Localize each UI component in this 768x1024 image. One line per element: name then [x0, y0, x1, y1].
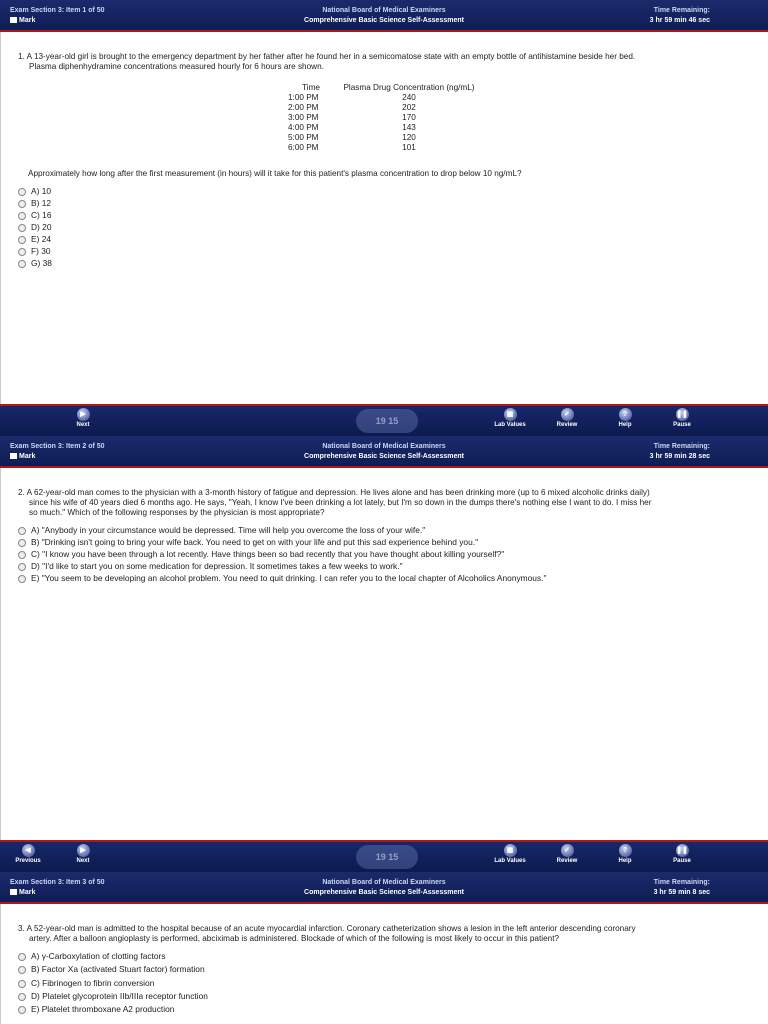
answer-option-c[interactable]: C) 16 — [18, 210, 51, 220]
answer-option-e[interactable]: E) 24 — [18, 234, 51, 244]
next-button[interactable]: ▶ Next — [63, 844, 103, 864]
time-remaining-label: Time Remaining: — [653, 443, 710, 450]
radio-icon — [18, 1006, 26, 1014]
answer-option-d[interactable]: D) "I'd like to start you on some medication for depression. It sometimes takes a few weeks to work." — [18, 561, 403, 571]
help-button[interactable]: ? Help — [605, 844, 645, 864]
question-stem: 2. A 62-year-old man comes to the physician with a 3-month history of fatigue and depression. He lives alone and has been drinking more (up to 6 mixed alcoholic drinks daily) since his wife of 40 years died 6 months ago. He says, "Yeah, I know I've been drinking a lot lately, but I'm so down in the dumps there's nothing else I want to do. I miss her so much." Which of the following responses by the physician is most appropriate? — [18, 488, 652, 517]
question-area — [0, 904, 768, 1024]
help-icon: ? — [619, 408, 632, 421]
review-button[interactable]: ✓ Review — [547, 408, 587, 428]
nbme-seal-logo: 19 15 — [356, 409, 418, 433]
org-name: National Board of Medical Examiners — [322, 7, 446, 14]
exam-name: Comprehensive Basic Science Self-Assessment — [304, 17, 464, 24]
checkmark-icon: ✓ — [561, 408, 574, 421]
answer-option-b[interactable]: B) "Drinking isn't going to bring your wife back. You need to get on with your life and put this sad experience behind you." — [18, 537, 478, 547]
left-border — [0, 468, 1, 840]
lab-values-button[interactable]: ▦ Lab Values — [490, 844, 530, 864]
radio-icon — [18, 980, 26, 988]
table-row: 6:00 PM 101 — [288, 143, 416, 152]
radio-icon — [18, 212, 26, 220]
previous-arrow-icon: ◀ — [22, 844, 35, 857]
mark-checkbox[interactable]: Mark — [10, 453, 35, 460]
question-number: 2. — [18, 488, 25, 497]
answer-option-b[interactable]: B) Factor Xa (activated Stuart factor) formation — [18, 964, 205, 974]
exam-header — [0, 0, 768, 32]
radio-icon — [18, 966, 26, 974]
time-remaining-value: 3 hr 59 min 28 sec — [649, 453, 710, 460]
nbme-seal-logo: 19 15 — [356, 845, 418, 869]
question-area — [0, 468, 768, 840]
exam-footer — [0, 404, 768, 436]
help-icon: ? — [619, 844, 632, 857]
lab-values-icon: ▦ — [504, 844, 517, 857]
radio-icon — [18, 575, 26, 583]
radio-icon — [18, 236, 26, 244]
table-row: 1:00 PM 240 — [288, 93, 416, 102]
table-row: 5:00 PM 120 — [288, 133, 416, 142]
radio-icon — [18, 953, 26, 961]
answer-option-c[interactable]: C) "I know you have been through a lot recently. Have things been so bad recently that you have thought about killing yourself?" — [18, 549, 504, 559]
radio-icon — [18, 260, 26, 268]
question-number: 1. — [18, 52, 25, 61]
section-item-label: Exam Section 3: Item 1 of 50 — [10, 7, 105, 14]
table-header-row: Time Plasma Drug Concentration (ng/mL) — [302, 83, 475, 92]
time-remaining-value: 3 hr 59 min 8 sec — [653, 889, 710, 896]
concentration-table — [288, 83, 484, 153]
table-row: 2:00 PM 202 — [288, 103, 416, 112]
pause-icon: ❚❚ — [676, 844, 689, 857]
time-remaining-label: Time Remaining: — [653, 7, 710, 14]
left-border — [0, 904, 1, 1024]
lab-values-icon: ▦ — [504, 408, 517, 421]
radio-icon — [18, 563, 26, 571]
exam-header — [0, 436, 768, 468]
radio-icon — [18, 539, 26, 547]
radio-icon — [18, 188, 26, 196]
time-remaining-label: Time Remaining: — [653, 879, 710, 886]
section-item-label: Exam Section 3: Item 2 of 50 — [10, 443, 105, 450]
time-remaining-value: 3 hr 59 min 46 sec — [649, 17, 710, 24]
radio-icon — [18, 224, 26, 232]
answer-option-e[interactable]: E) Platelet thromboxane A2 production — [18, 1004, 174, 1014]
radio-icon — [18, 551, 26, 559]
lab-values-button[interactable]: ▦ Lab Values — [490, 408, 530, 428]
pause-icon: ❚❚ — [676, 408, 689, 421]
pause-button[interactable]: ❚❚ Pause — [662, 408, 702, 428]
help-button[interactable]: ? Help — [605, 408, 645, 428]
table-row: 3:00 PM 170 — [288, 113, 416, 122]
question-area — [0, 32, 768, 404]
previous-button[interactable]: ◀ Previous — [8, 844, 48, 864]
exam-header — [0, 872, 768, 904]
exam-footer — [0, 840, 768, 872]
exam-name: Comprehensive Basic Science Self-Assessment — [304, 453, 464, 460]
next-button[interactable]: ▶ Next — [63, 408, 103, 428]
answer-option-f[interactable]: F) 30 — [18, 246, 51, 256]
answer-option-e[interactable]: E) "You seem to be developing an alcohol problem. You need to quit drinking. I can refer you to the local chapter of Alcoholics Anonymous." — [18, 573, 546, 583]
question-stem: 1. A 13-year-old girl is brought to the emergency department by her father after he found her in a semicomatose state with an empty bottle of antihistamine beside her bed. Plasma diphenhydramine concentrations measured hourly for 6 hours are shown. — [18, 52, 636, 71]
radio-icon — [18, 248, 26, 256]
question-number: 3. — [18, 924, 25, 933]
answer-option-d[interactable]: D) Platelet glycoprotein IIb/IIIa receptor function — [18, 991, 208, 1001]
answer-option-b[interactable]: B) 12 — [18, 198, 51, 208]
exam-name: Comprehensive Basic Science Self-Assessment — [304, 889, 464, 896]
radio-icon — [18, 200, 26, 208]
org-name: National Board of Medical Examiners — [322, 879, 446, 886]
answer-option-d[interactable]: D) 20 — [18, 222, 51, 232]
table-row: 4:00 PM 143 — [288, 123, 416, 132]
review-button[interactable]: ✓ Review — [547, 844, 587, 864]
checkmark-icon: ✓ — [561, 844, 574, 857]
answer-option-a[interactable]: A) "Anybody in your circumstance would be depressed. Time will help you overcome the loss of your wife." — [18, 525, 425, 535]
answer-option-g[interactable]: G) 38 — [18, 258, 52, 268]
question-stem: 3. A 52-year-old man is admitted to the hospital because of an acute myocardial infarction. Coronary catheterization shows a lesion in the left anterior descending coronary artery. After a balloon angioplasty is performed, abciximab is administered. Blockade of which of the following is most likely to occur in this patient? — [18, 924, 636, 943]
left-border — [0, 32, 1, 404]
answer-option-a[interactable]: A) γ-Carboxylation of clotting factors — [18, 951, 166, 961]
mark-checkbox[interactable]: Mark — [10, 17, 35, 24]
org-name: National Board of Medical Examiners — [322, 443, 446, 450]
section-item-label: Exam Section 3: Item 3 of 50 — [10, 879, 105, 886]
pause-button[interactable]: ❚❚ Pause — [662, 844, 702, 864]
next-arrow-icon: ▶ — [77, 408, 90, 421]
answer-option-c[interactable]: C) Fibrinogen to fibrin conversion — [18, 978, 154, 988]
mark-checkbox[interactable]: Mark — [10, 889, 35, 896]
radio-icon — [18, 527, 26, 535]
radio-icon — [18, 993, 26, 1001]
answer-option-a[interactable]: A) 10 — [18, 186, 51, 196]
next-arrow-icon: ▶ — [77, 844, 90, 857]
question-prompt: Approximately how long after the first measurement (in hours) will it take for this patient's plasma concentration to drop below 10 ng/mL? — [28, 169, 522, 178]
